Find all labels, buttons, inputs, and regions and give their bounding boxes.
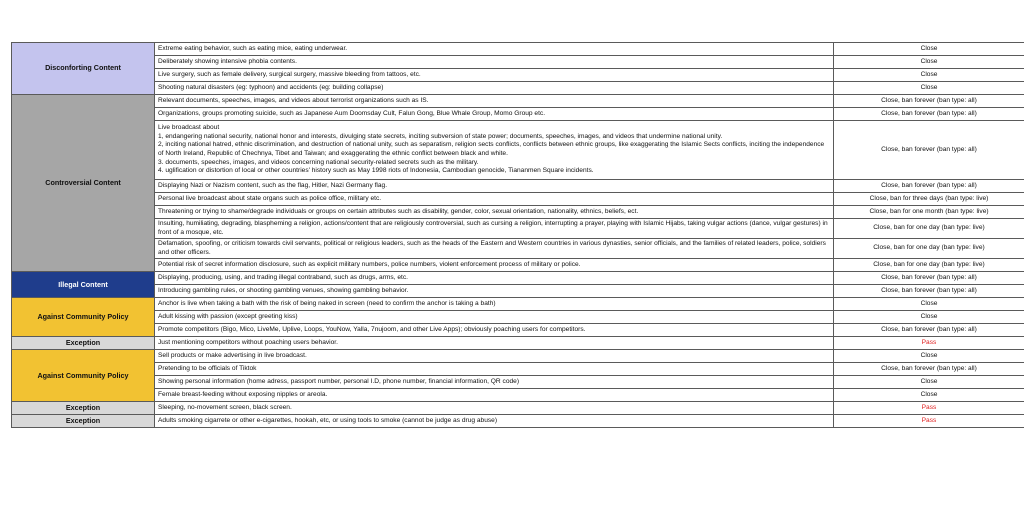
description-line: Extreme eating behavior, such as eating mice, eating underwear. (158, 44, 348, 52)
description-cell (155, 180, 834, 193)
category-cell-community: Against Community Policy (12, 350, 155, 402)
description-cell (155, 272, 834, 285)
policy-row (12, 376, 1024, 389)
policy-row (12, 389, 1024, 402)
description-line: Sleeping, no-movement screen, black screen. (158, 404, 292, 412)
description-cell (155, 363, 834, 376)
policy-table-body (12, 43, 1024, 428)
category-cell-exception: Exception (12, 415, 155, 428)
description-cell (155, 43, 834, 56)
description-cell (155, 193, 834, 206)
action-cell: Close (834, 350, 1024, 363)
policy-row (12, 272, 1024, 285)
description-line: 3. documents, speeches, images, and videos concerning national security-related secrets such as the military. (158, 158, 479, 166)
action-cell: Close, ban for one day (ban type: live) (834, 219, 1024, 239)
category-cell-exception: Exception (12, 402, 155, 415)
description-cell (155, 298, 834, 311)
description-cell (155, 350, 834, 363)
description-line: 1, endangering national security, national honor and interests, divulging state secrets, inciting subversion of state power; documents, speeches, images, and videos that undermine national unity. (158, 132, 723, 140)
action-cell: Close, ban forever (ban type: all) (834, 121, 1024, 180)
description-line: Anchor is live when taking a bath with the risk of being naked in screen (need to confirm the anchor is taking a bath) (158, 300, 496, 308)
description-line: Organizations, groups promoting suicide, such as Japanese Aum Doomsday Cult, Falun Gong, Blue Whale Group, Momo Group etc. (158, 109, 546, 117)
description-line: Live broadcast about (158, 124, 220, 132)
description-cell (155, 69, 834, 82)
policy-row (12, 219, 1024, 239)
description-cell (155, 259, 834, 272)
description-line: 2, inciting national hatred, ethnic discrimination, and destruction of national unity, such as separatism, religion sects conflicts, conflicts between ethnic groups, like exaggerating the Islamic Sects conflicts, inciting the independence of North Ireland, Republic of Chechnya, Tibet and Taiwan; and exaggerating the ethnic conflict between black and white. (158, 141, 825, 157)
description-line: Sell products or make advertising in live broadcast. (158, 352, 307, 360)
description-line: Shooting natural disasters (eg: typhoon) and accidents (eg: building collapse) (158, 83, 384, 91)
description-line: 4. uglification or distortion of local or other countries' history such as May 1998 riots of Indonesia, Cambodian genocide, Tiananmen Square incidents. (158, 167, 594, 175)
policy-row (12, 298, 1024, 311)
action-cell: Close, ban for three days (ban type: live) (834, 193, 1024, 206)
description-line: Deliberately showing intensive phobia contents. (158, 57, 297, 65)
policy-row (12, 402, 1024, 415)
description-line: Introducing gambling rules, or shooting gambling venues, showing gambling behavior. (158, 287, 409, 295)
description-line: Displaying Nazi or Nazism content, such as the flag, Hitler, Nazi Germany flag. (158, 181, 388, 189)
description-cell (155, 311, 834, 324)
action-cell: Close (834, 69, 1024, 82)
description-line: Relevant documents, speeches, images, and videos about terrorist organizations such as IS. (158, 96, 429, 104)
description-cell (155, 376, 834, 389)
policy-row (12, 43, 1024, 56)
description-cell (155, 56, 834, 69)
description-line: Promote competitors (Bigo, Mico, LiveMe, Uplive, Loops, YouNow, Yalla, 7nujoom, and other Live Apps); obviously poaching users for competitors. (158, 326, 586, 334)
policy-row (12, 337, 1024, 350)
action-cell: Close (834, 82, 1024, 95)
action-cell: Close (834, 311, 1024, 324)
description-line: Showing personal information (home adress, passport number, personal I.D, phone number, financial information, QR code) (158, 378, 520, 386)
description-cell (155, 108, 834, 121)
description-cell (155, 239, 834, 259)
action-cell: Pass (834, 415, 1024, 428)
policy-row (12, 108, 1024, 121)
action-cell: Close (834, 376, 1024, 389)
policy-row (12, 363, 1024, 376)
policy-row (12, 285, 1024, 298)
description-line: Threatening or trying to shame/degrade individuals or groups on certain attributes such as disability, gender, color, sexual orientation, nationality, ethnics, beliefs, ect. (158, 207, 639, 215)
action-cell: Close (834, 389, 1024, 402)
description-cell (155, 95, 834, 108)
description-cell (155, 121, 834, 180)
action-cell: Close, ban forever (ban type: all) (834, 324, 1024, 337)
description-line: Defamation, spoofing, or criticism towards civil servants, political or religious leaders, such as the heads of the Eastern and Western countries in various dynasties, senior officials, and the families of related leaders, police, soldiers and other officers. (158, 240, 826, 256)
action-cell: Close, ban forever (ban type: all) (834, 363, 1024, 376)
policy-row (12, 56, 1024, 69)
action-cell: Close, ban forever (ban type: all) (834, 272, 1024, 285)
description-line: Personal live broadcast about state organs such as police office, military etc. (158, 194, 382, 202)
category-cell-illegal: Illegal Content (12, 272, 155, 298)
description-line: Displaying, producing, using, and trading illegal contraband, such as drugs, arms, etc. (158, 274, 408, 282)
policy-row (12, 206, 1024, 219)
policy-row (12, 193, 1024, 206)
category-cell-exception: Exception (12, 337, 155, 350)
category-cell-discomforting: Disconforting Content (12, 43, 155, 95)
action-cell: Close (834, 298, 1024, 311)
policy-row (12, 239, 1024, 259)
action-cell: Close, ban forever (ban type: all) (834, 95, 1024, 108)
description-cell (155, 219, 834, 239)
policy-row (12, 82, 1024, 95)
category-cell-community: Against Community Policy (12, 298, 155, 337)
policy-row (12, 350, 1024, 363)
policy-row (12, 415, 1024, 428)
description-line: Female breast-feeding without exposing nipples or areola. (158, 391, 328, 399)
action-cell: Close, ban forever (ban type: all) (834, 285, 1024, 298)
policy-row (12, 259, 1024, 272)
action-cell: Close, ban for one day (ban type: live) (834, 259, 1024, 272)
action-cell: Close, ban for one day (ban type: live) (834, 239, 1024, 259)
description-line: Adults smoking cigarrete or other e-cigarettes, hookah, etc, or using tools to smoke (cannot be judge as drug abuse) (158, 417, 498, 425)
description-line: Pretending to be officials of Tiktok (158, 365, 257, 373)
action-cell: Close, ban forever (ban type: all) (834, 108, 1024, 121)
description-cell (155, 324, 834, 337)
policy-row (12, 121, 1024, 180)
description-cell (155, 402, 834, 415)
action-cell: Pass (834, 402, 1024, 415)
description-cell (155, 285, 834, 298)
action-cell: Close (834, 56, 1024, 69)
policy-row (12, 324, 1024, 337)
description-line: Just mentioning competitors without poaching users behavior. (158, 339, 338, 347)
action-cell: Close (834, 43, 1024, 56)
action-cell: Close, ban for one month (ban type: live) (834, 206, 1024, 219)
description-line: Potential risk of secret information disclosure, such as explicit military numbers, police numbers, violent enforcement process of military or police. (158, 261, 581, 269)
action-cell: Close, ban forever (ban type: all) (834, 180, 1024, 193)
description-cell (155, 415, 834, 428)
policy-row (12, 311, 1024, 324)
policy-row (12, 180, 1024, 193)
description-cell (155, 82, 834, 95)
description-cell (155, 337, 834, 350)
policy-row (12, 69, 1024, 82)
description-cell (155, 389, 834, 402)
description-line: Insulting, humiliating, degrading, blaspheming a religion, actions/content that are religiously controversial, such as cursing a religion, interrupting a prayer, playing with Islamic Hijabs, taking vulgar actions (dance, vulgar gestures) in front of a mosque, etc. (158, 220, 828, 236)
category-cell-controversial: Controversial Content (12, 95, 155, 272)
description-line: Live surgery, such as female delivery, surgical surgery, massive bleeding from tattoos, etc. (158, 70, 421, 78)
policy-table (11, 42, 1024, 428)
description-cell (155, 206, 834, 219)
description-line: Adult kissing with passion (except greeting kiss) (158, 313, 298, 321)
policy-row (12, 95, 1024, 108)
action-cell: Pass (834, 337, 1024, 350)
